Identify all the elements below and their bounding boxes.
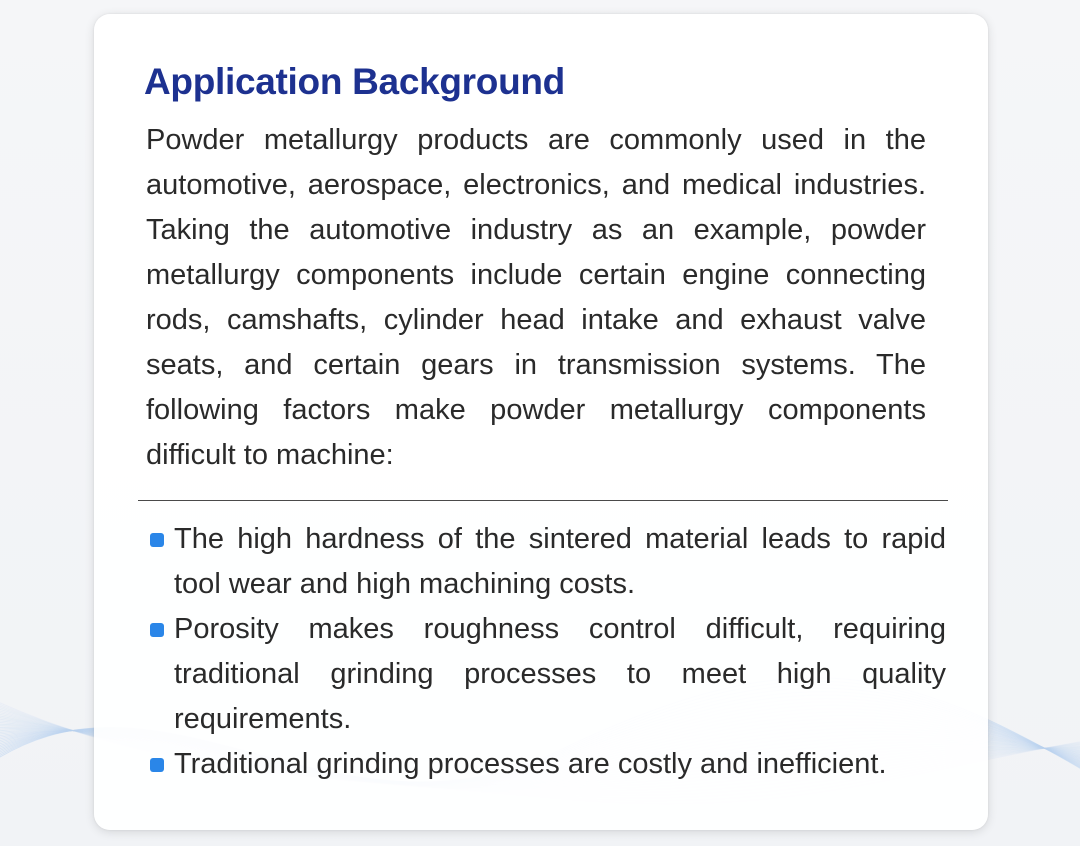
list-item <box>150 607 946 742</box>
list-item <box>150 742 946 787</box>
square-bullet-icon <box>150 758 164 772</box>
bullet-text: Traditional grinding processes are costly and inefficient. <box>174 748 887 780</box>
divider-line <box>138 500 948 501</box>
bullet-text: The high hardness of the sintered material leads to rapid tool wear and high machining costs. <box>174 523 946 600</box>
section-title: Application Background <box>144 61 565 102</box>
bullet-list <box>150 517 946 787</box>
intro-paragraph: Powder metallurgy products are commonly used in the automotive, aerospace, electronics, and medical industries. Taking the automotive industry as an example, powder metallurgy components include certain engine connecting rods, camshafts, cylinder head intake and exhaust valve seats, and certain gears in transmission systems. The following factors make powder metallurgy components difficult to machine: <box>146 124 926 471</box>
content-card <box>94 14 988 830</box>
square-bullet-icon <box>150 623 164 637</box>
list-item <box>150 517 946 607</box>
bullet-text: Porosity makes roughness control difficult, requiring traditional grinding processes to meet high quality requirements. <box>174 613 946 735</box>
square-bullet-icon <box>150 533 164 547</box>
